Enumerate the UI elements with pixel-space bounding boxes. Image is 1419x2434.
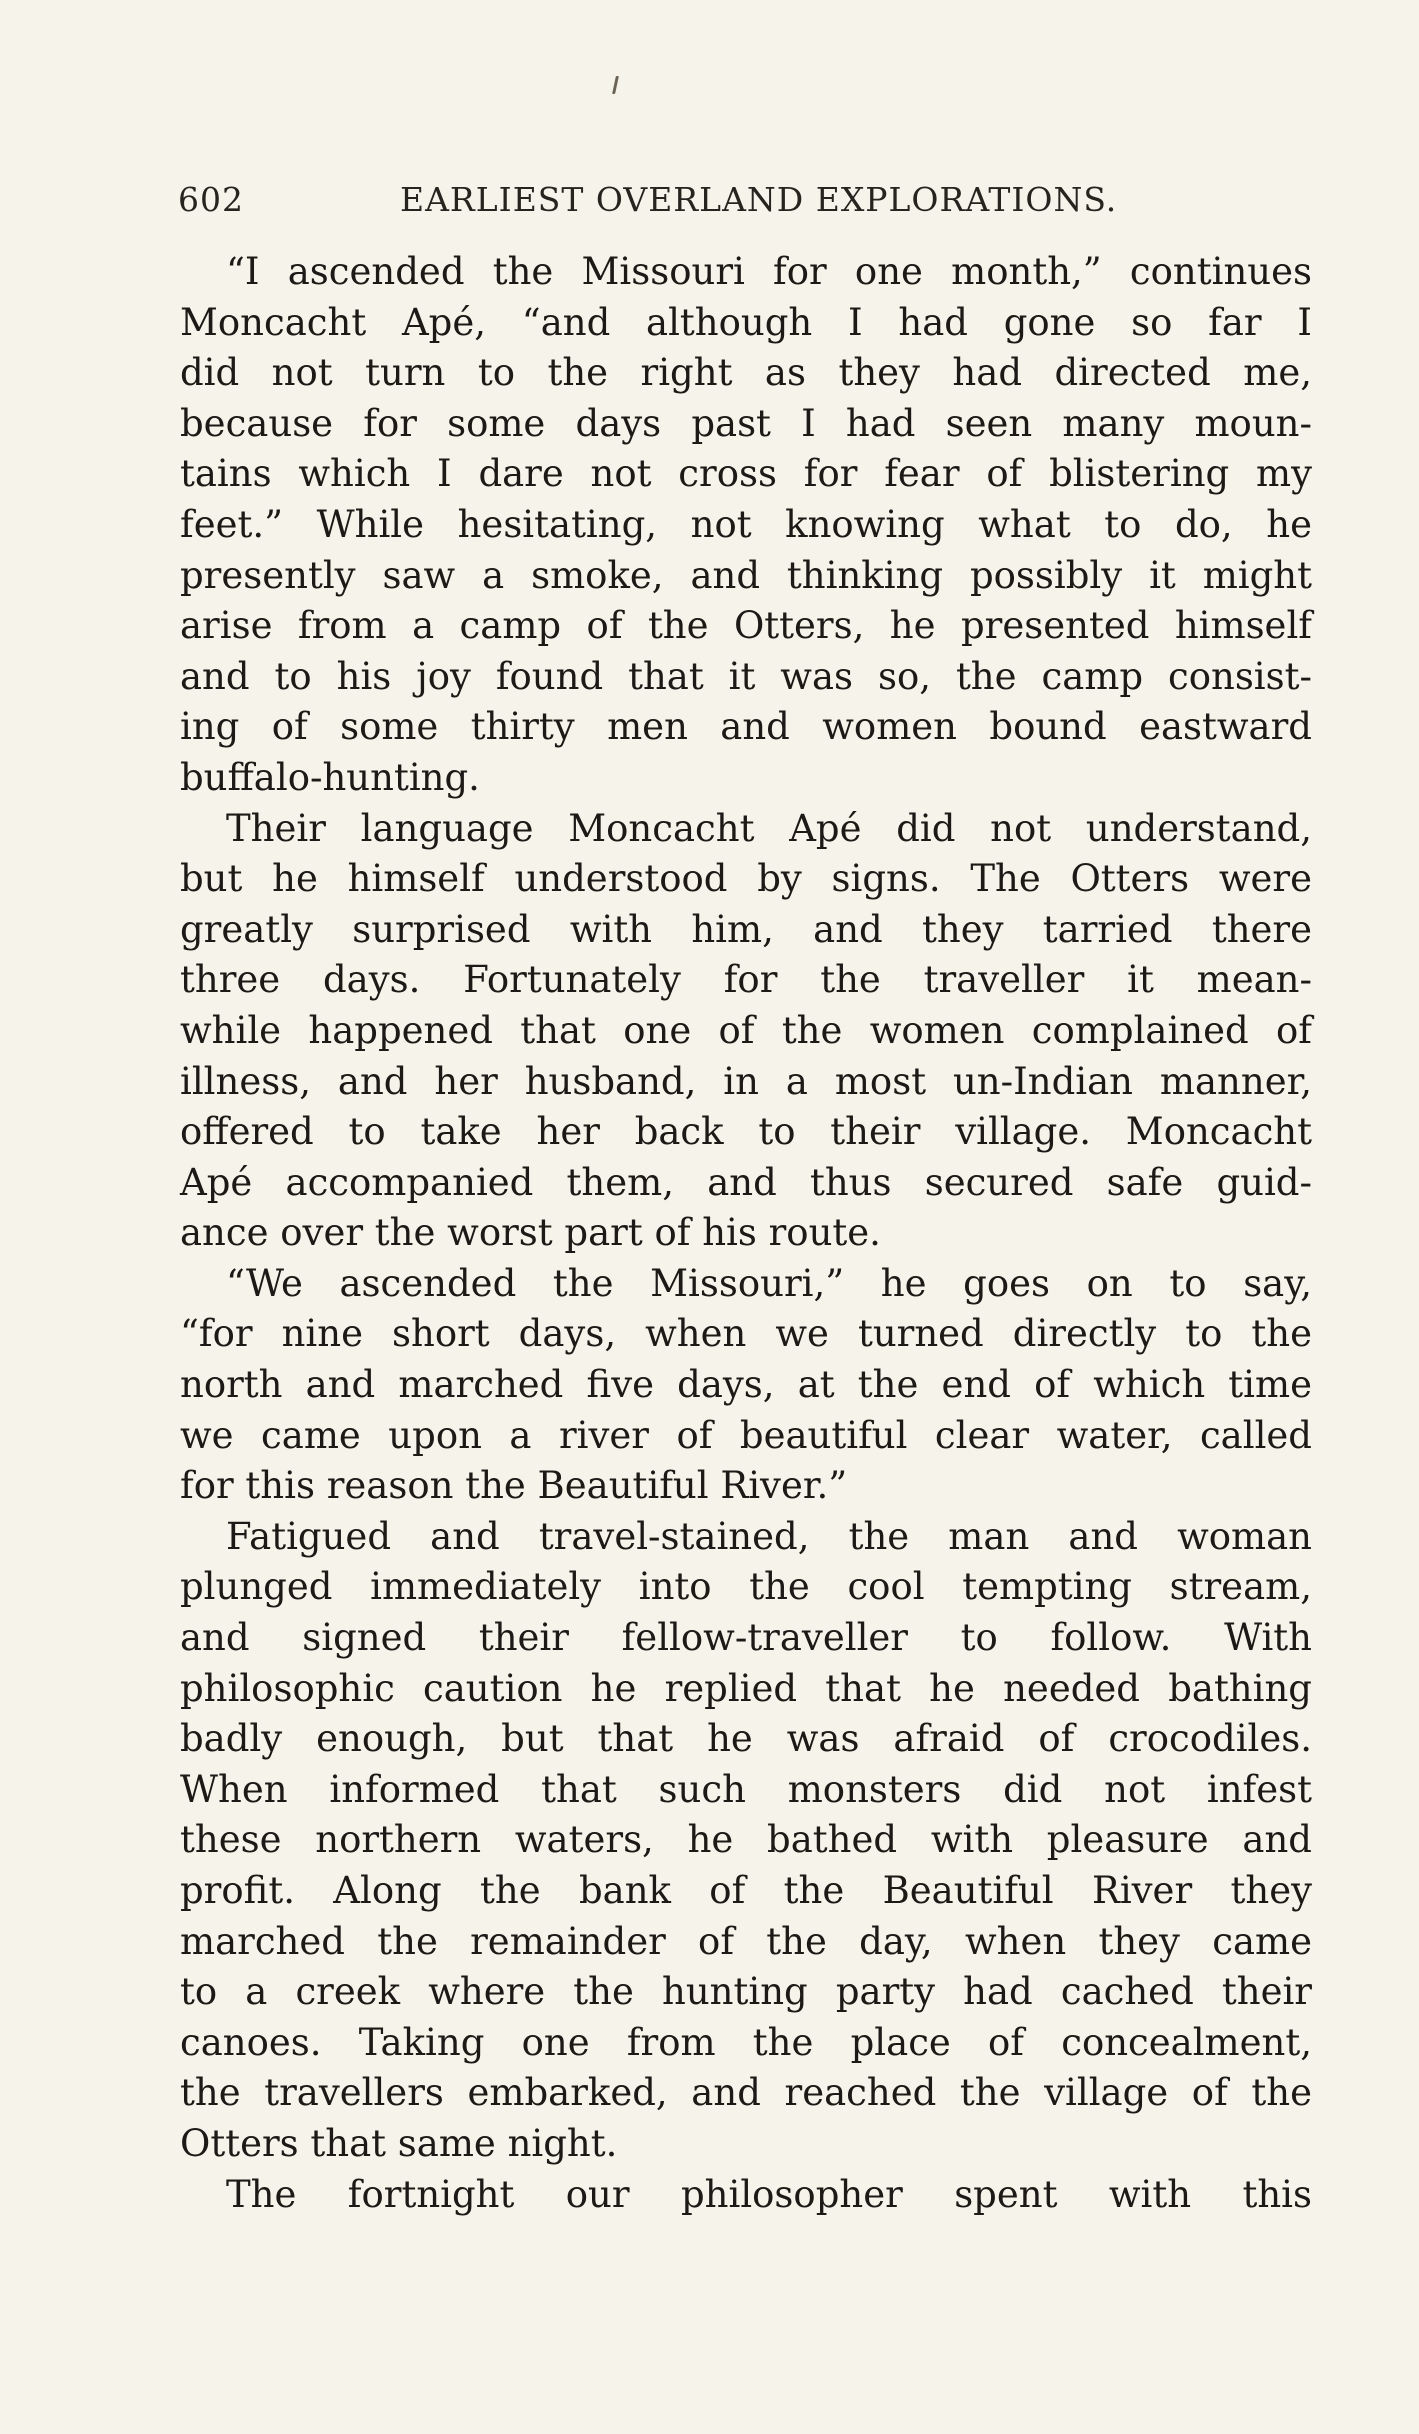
text-line: profit. Along the bank of the Beautiful River they [180,1869,1312,1912]
text-line: to a creek where the hunting party had cached their [180,1970,1312,2014]
text-line: three days. Fortunately for the traveller it mean- [180,958,1312,1002]
text-line: greatly surprised with him, and they tarried there [180,907,1312,951]
text-line: Their language Moncacht Apé did not understand, [226,806,1312,850]
text-line: feet.” While hesitating, not knowing what to do, he [180,502,1312,546]
text-line: because for some days past I had seen many moun- [180,401,1312,445]
text-line: the travellers embarked, and reached the village of the [180,2071,1312,2115]
text-line: philosophic caution he replied that he needed bathing [180,1666,1312,1710]
text-line: Otters that same night. [180,2121,618,2165]
text-line: “We ascended the Missouri,” he goes on to say, [226,1261,1312,1305]
text-line: north and marched five days, at the end of which time [180,1363,1312,1407]
running-title: EARLIEST OVERLAND EXPLORATIONS. [400,180,1118,219]
text-line: and to his joy found that it was so, the camp consist- [180,654,1312,698]
text-line: badly enough, but that he was afraid of crocodiles. [180,1717,1312,1761]
text-line: plunged immediately into the cool tempting stream, [180,1565,1312,1609]
text-line: and signed their fellow-traveller to follow. With [180,1616,1312,1660]
text-line: did not turn to the right as they had directed me, [180,351,1312,395]
text-line: When informed that such monsters did not infest [180,1767,1312,1811]
stray-ink-mark [612,76,619,94]
text-line: for this reason the Beautiful River.” [180,1464,848,1508]
text-line: The fortnight our philosopher spent with this [226,2172,1312,2216]
text-line: while happened that one of the women complained of [180,1008,1312,1052]
running-head [178,175,1128,225]
text-line: Apé accompanied them, and thus secured safe guid- [180,1160,1312,1204]
text-line: we came upon a river of beautiful clear water, called [180,1413,1312,1457]
text-line: “for nine short days, when we turned directly to the [180,1312,1312,1356]
text-line: but he himself understood by signs. The Otters were [180,857,1312,901]
text-line: canoes. Taking one from the place of concealment, [180,2020,1312,2064]
text-line: “I ascended the Missouri for one month,” continues [226,250,1312,293]
text-line: ance over the worst part of his route. [180,1211,881,1255]
text-line: marched the remainder of the day, when they came [180,1919,1312,1963]
text-line: Fatigued and travel-stained, the man and woman [226,1514,1312,1558]
text-line: ing of some thirty men and women bound eastward [180,705,1312,749]
text-line: offered to take her back to their village. Moncacht [180,1110,1312,1154]
text-line: arise from a camp of the Otters, he presented himself [180,604,1312,648]
body-text [180,247,1312,2220]
text-line: buffalo-hunting. [180,755,480,799]
text-line: illness, and her husband, in a most un-Indian manner, [180,1059,1312,1103]
page-number: 602 [178,180,244,219]
text-line: these northern waters, he bathed with pleasure and [180,1818,1312,1862]
text-line: tains which I dare not cross for fear of blistering my [180,452,1312,496]
text-line: Moncacht Apé, “and although I had gone so far I [180,300,1312,344]
text-line: presently saw a smoke, and thinking possibly it might [180,553,1312,597]
